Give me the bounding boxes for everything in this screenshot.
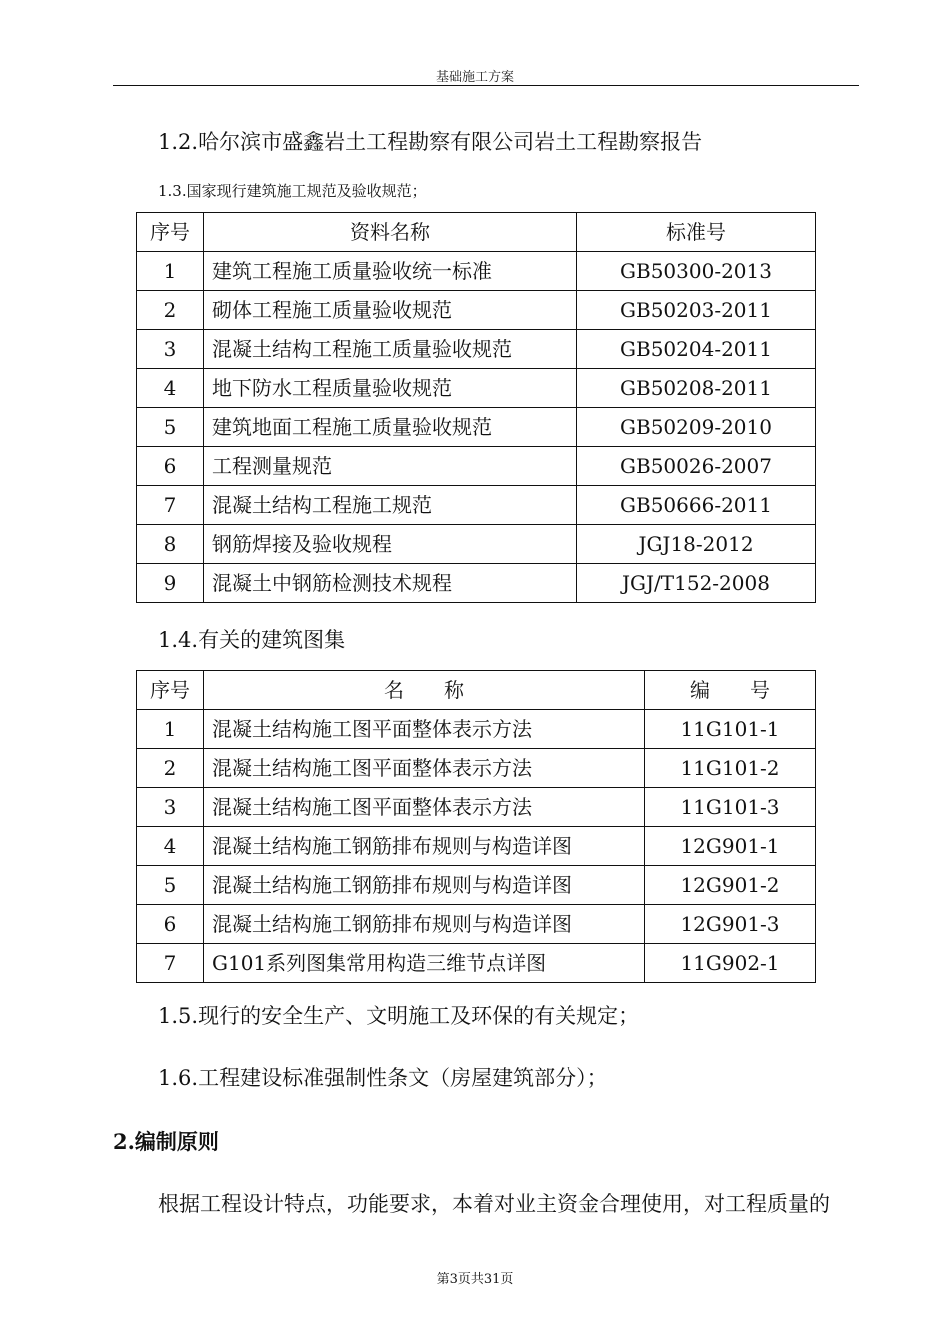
atlas-table-row (137, 788, 816, 827)
atlas-table-header-cell: 名 称 (204, 671, 645, 710)
atlas-table-cell: 11G101-2 (645, 749, 816, 788)
atlas-table-cell: 混凝土结构施工钢筋排布规则与构造详图 (204, 866, 645, 905)
section-2-text: 根据工程设计特点，功能要求，本着对业主资金合理使用，对工程质量的 (158, 1192, 830, 1216)
standards-table-cell: JGJ18-2012 (577, 525, 816, 564)
standards-table-cell: 建筑工程施工质量验收统一标准 (204, 252, 577, 291)
standards-table-header-cell: 序号 (137, 213, 204, 252)
section-2-heading: 2.编制原则 (113, 1129, 219, 1154)
standards-table-cell: GB50208-2011 (577, 369, 816, 408)
standards-table-cell: 4 (137, 369, 204, 408)
standards-table-cell: 1 (137, 252, 204, 291)
atlas-table-cell: 混凝土结构施工钢筋排布规则与构造详图 (204, 905, 645, 944)
standards-table-cell: 混凝土中钢筋检测技术规程 (204, 564, 577, 603)
atlas-table-cell: 12G901-1 (645, 827, 816, 866)
atlas-table-cell: 混凝土结构施工图平面整体表示方法 (204, 749, 645, 788)
standards-table-cell: 砌体工程施工质量验收规范 (204, 291, 577, 330)
standards-table-row (137, 330, 816, 369)
standards-table-cell: 钢筋焊接及验收规程 (204, 525, 577, 564)
atlas-table-row (137, 944, 816, 983)
atlas-table-row (137, 710, 816, 749)
standards-table-row (137, 486, 816, 525)
standards-table-cell: GB50666-2011 (577, 486, 816, 525)
standards-table-cell: 8 (137, 525, 204, 564)
atlas-table (136, 670, 816, 983)
atlas-table-row (137, 905, 816, 944)
section-1-5: 1.5.现行的安全生产、文明施工及环保的有关规定； (158, 1004, 640, 1028)
atlas-table-cell: G101系列图集常用构造三维节点详图 (204, 944, 645, 983)
standards-table-row (137, 525, 816, 564)
standards-table-header-row (137, 213, 816, 252)
standards-table-cell: 混凝土结构工程施工规范 (204, 486, 577, 525)
atlas-table-cell: 12G901-3 (645, 905, 816, 944)
atlas-table-row (137, 749, 816, 788)
standards-table-cell: 2 (137, 291, 204, 330)
page-header-title: 基础施工方案 (435, 70, 514, 85)
atlas-table-cell: 3 (137, 788, 204, 827)
standards-table-row (137, 447, 816, 486)
section-1-3: 1.3.国家现行建筑施工规范及验收规范； (158, 182, 427, 200)
standards-table-row (137, 564, 816, 603)
atlas-table-cell: 7 (137, 944, 204, 983)
standards-table-cell: 5 (137, 408, 204, 447)
atlas-table-header-cell: 序号 (137, 671, 204, 710)
atlas-table-cell: 混凝土结构施工钢筋排布规则与构造详图 (204, 827, 645, 866)
atlas-table-cell: 11G902-1 (645, 944, 816, 983)
standards-table-cell: 建筑地面工程施工质量验收规范 (204, 408, 577, 447)
atlas-table-cell: 混凝土结构施工图平面整体表示方法 (204, 788, 645, 827)
standards-table-cell: GB50204-2011 (577, 330, 816, 369)
atlas-table-cell: 1 (137, 710, 204, 749)
standards-table-row (137, 408, 816, 447)
standards-table-row (137, 252, 816, 291)
standards-table (136, 212, 816, 603)
atlas-table-header-row (137, 671, 816, 710)
standards-table-cell: GB50026-2007 (577, 447, 816, 486)
standards-table-cell: 9 (137, 564, 204, 603)
section-1-6: 1.6.工程建设标准强制性条文（房屋建筑部分）； (158, 1066, 608, 1090)
page-footer-number: 第3页共31页 (436, 1272, 514, 1287)
atlas-table-cell: 12G901-2 (645, 866, 816, 905)
atlas-table-cell: 2 (137, 749, 204, 788)
atlas-table-cell: 混凝土结构施工图平面整体表示方法 (204, 710, 645, 749)
atlas-table-row (137, 827, 816, 866)
atlas-table-row (137, 866, 816, 905)
atlas-table-header-cell: 编 号 (645, 671, 816, 710)
standards-table-cell: 3 (137, 330, 204, 369)
standards-table-cell: 工程测量规范 (204, 447, 577, 486)
standards-table-row (137, 291, 816, 330)
header-divider (113, 85, 859, 86)
atlas-table-cell: 11G101-1 (645, 710, 816, 749)
standards-table-cell: 6 (137, 447, 204, 486)
atlas-table-cell: 4 (137, 827, 204, 866)
atlas-table-cell: 11G101-3 (645, 788, 816, 827)
standards-table-cell: GB50209-2010 (577, 408, 816, 447)
section-1-2: 1.2.哈尔滨市盛鑫岩土工程勘察有限公司岩土工程勘察报告 (158, 130, 703, 154)
standards-table-cell: 地下防水工程质量验收规范 (204, 369, 577, 408)
standards-table-cell: GB50203-2011 (577, 291, 816, 330)
standards-table-cell: GB50300-2013 (577, 252, 816, 291)
standards-table-row (137, 369, 816, 408)
atlas-table-cell: 6 (137, 905, 204, 944)
atlas-table-cell: 5 (137, 866, 204, 905)
standards-table-header-cell: 标准号 (577, 213, 816, 252)
standards-table-header-cell: 资料名称 (204, 213, 577, 252)
standards-table-cell: JGJ/T152-2008 (577, 564, 816, 603)
standards-table-cell: 7 (137, 486, 204, 525)
standards-table-cell: 混凝土结构工程施工质量验收规范 (204, 330, 577, 369)
section-1-4: 1.4.有关的建筑图集 (158, 628, 346, 652)
